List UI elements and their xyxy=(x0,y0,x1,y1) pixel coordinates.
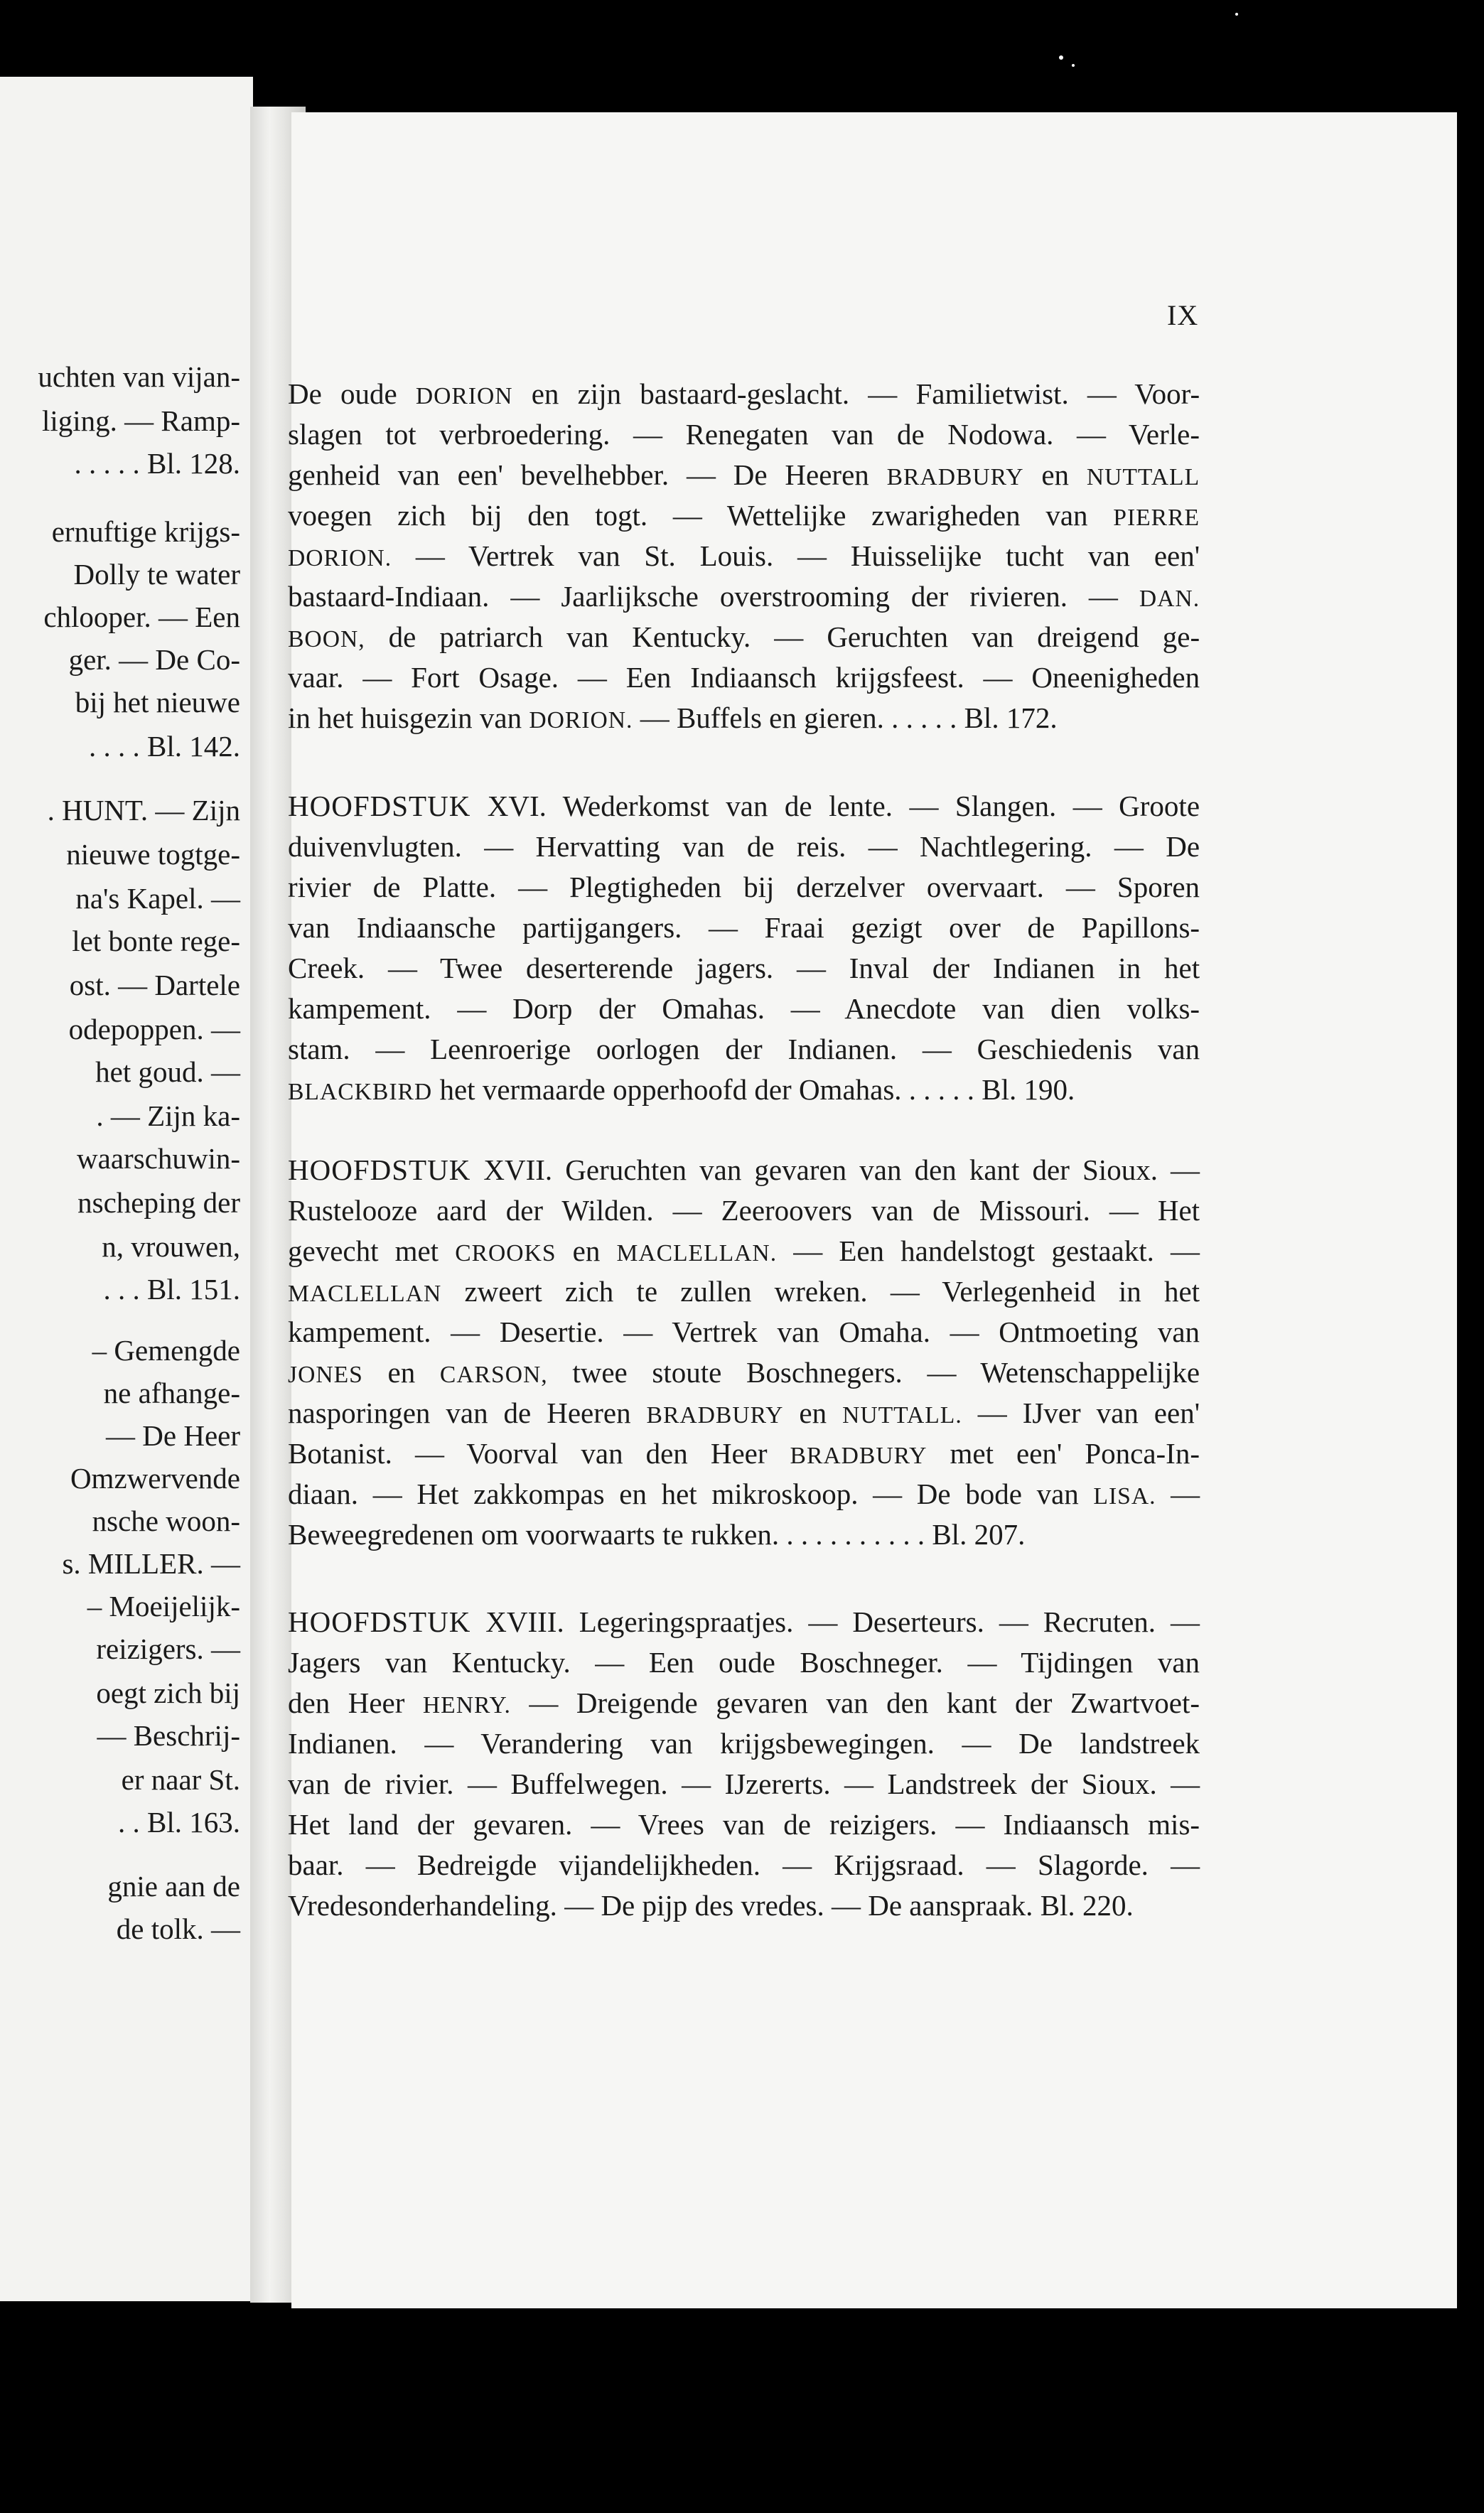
left-page-line: – Moeijelijk- xyxy=(87,1590,240,1623)
left-page-line: let bonte rege- xyxy=(72,925,240,957)
left-page-line: gnie aan de xyxy=(107,1870,240,1903)
toc-line: slagen tot verbroedering. — Renegaten van de Nodowa. — Verle- xyxy=(288,418,1200,451)
toc-line: diaan. — Het zakkompas en het mikroskoop. — De bode van LISA. — xyxy=(288,1478,1200,1510)
left-page-line: Dolly te water xyxy=(73,558,240,591)
toc-line: duivenvlugten. — Hervatting van de reis. — Nachtlegering. — De xyxy=(288,830,1200,863)
left-page-line: waarschuwin- xyxy=(77,1142,240,1175)
toc-line: kampement. — Dorp der Omahas. — Anecdote van dien volks- xyxy=(288,992,1200,1025)
toc-line: kampement. — Desertie. — Vertrek van Omaha. — Ontmoeting van xyxy=(288,1315,1200,1348)
left-page-line: s. MILLER. — xyxy=(62,1547,240,1580)
previous-page-edge xyxy=(0,77,253,2301)
toc-line: den Heer HENRY. — Dreigende gevaren van den kant der Zwartvoet- xyxy=(288,1686,1200,1719)
left-page-line: — De Heer xyxy=(106,1419,240,1452)
toc-line: MACLELLAN zweert zich te zullen wreken. — Verlegenheid in het xyxy=(288,1275,1200,1308)
toc-line: De oude DORION en zijn bastaard-geslacht. — Familietwist. — Voor- xyxy=(288,377,1200,410)
left-page-line: — Beschrij- xyxy=(97,1719,240,1752)
toc-line: gevecht met CROOKS en MACLELLAN. — Een handelstogt gestaakt. — xyxy=(288,1234,1200,1267)
toc-line: genheid van een' bevelhebber. — De Heeren BRADBURY en NUTTALL xyxy=(288,458,1200,491)
toc-line: Indianen. — Verandering van krijgsbewegingen. — De landstreek xyxy=(288,1727,1200,1760)
toc-line: DORION. — Vertrek van St. Louis. — Huisselijke tucht van een' xyxy=(288,539,1200,572)
left-page-line: liging. — Ramp- xyxy=(41,404,240,437)
toc-line: voegen zich bij den togt. — Wettelijke zwarigheden van PIERRE xyxy=(288,499,1200,532)
toc-line: van de rivier. — Buffelwegen. — IJzererts. — Landstreek der Sioux. — xyxy=(288,1767,1200,1800)
left-page-line: oegt zich bij xyxy=(96,1677,240,1709)
left-page-line: . . . Bl. 151. xyxy=(103,1273,240,1306)
page-number: IX xyxy=(1167,299,1199,331)
toc-line: stam. — Leenroerige oorlogen der Indianen. — Geschiedenis van xyxy=(288,1033,1200,1065)
toc-line: in het huisgezin van DORION. — Buffels en gieren. . . . . . Bl. 172. xyxy=(288,701,1058,734)
toc-line: Vredesonderhandeling. — De pijp des vredes. — De aanspraak. Bl. 220. xyxy=(288,1889,1134,1922)
left-page-line: na's Kapel. — xyxy=(75,882,240,915)
left-page-line: uchten van vijan- xyxy=(38,360,240,393)
left-page-line: de tolk. — xyxy=(116,1912,240,1945)
left-page-line: reizigers. — xyxy=(96,1632,240,1665)
toc-line: BOON, de patriarch van Kentucky. — Geruchten van dreigend ge- xyxy=(288,620,1200,653)
left-page-line: . — Zijn ka- xyxy=(96,1099,240,1132)
left-page-line: er naar St. xyxy=(121,1763,240,1796)
toc-line: Creek. — Twee deserterende jagers. — Inval der Indianen in het xyxy=(288,952,1200,984)
left-page-line: odepoppen. — xyxy=(68,1013,240,1045)
left-page-line: ost. — Dartele xyxy=(69,969,240,1001)
toc-line: BLACKBIRD het vermaarde opperhoofd der Omahas. . . . . . Bl. 190. xyxy=(288,1073,1075,1106)
left-page-line: bij het nieuwe xyxy=(75,686,240,719)
left-page-line: . HUNT. — Zijn xyxy=(47,794,240,827)
toc-line: Jagers van Kentucky. — Een oude Boschneger. — Tijdingen van xyxy=(288,1646,1200,1679)
toc-line: Het land der gevaren. — Vrees van de reizigers. — Indiaansch mis- xyxy=(288,1808,1200,1841)
scan-speck xyxy=(1235,13,1238,16)
toc-line: HOOFDSTUK XVII. Geruchten van gevaren van den kant der Sioux. — xyxy=(288,1153,1200,1186)
toc-line: Beweegredenen om voorwaarts te rukken. . . . . . . . . . . Bl. 207. xyxy=(288,1518,1026,1551)
left-page-line: het goud. — xyxy=(95,1055,240,1088)
left-page-line: nsche woon- xyxy=(92,1505,240,1537)
toc-line: van Indiaansche partijgangers. — Fraai gezigt over de Papillons- xyxy=(288,911,1200,944)
left-page-line: chlooper. — Een xyxy=(43,601,240,633)
toc-line: HOOFDSTUK XVI. Wederkomst van de lente. — Slangen. — Groote xyxy=(288,790,1200,822)
toc-line: nasporingen van de Heeren BRADBURY en NUTTALL. — IJver van een' xyxy=(288,1397,1200,1429)
left-page-line: – Gemengde xyxy=(92,1334,240,1367)
scan-speck xyxy=(1072,64,1075,67)
toc-line: bastaard-Indiaan. — Jaarlijksche overstrooming der rivieren. — DAN. xyxy=(288,580,1200,613)
left-page-line: nscheping der xyxy=(77,1186,240,1219)
toc-line: JONES en CARSON, twee stoute Boschnegers. — Wetenschappelijke xyxy=(288,1356,1200,1389)
toc-line: Rustelooze aard der Wilden. — Zeeroovers van de Missouri. — Het xyxy=(288,1194,1200,1227)
toc-line: vaar. — Fort Osage. — Een Indiaansch krijgsfeest. — Oneenigheden xyxy=(288,661,1200,694)
left-page-line: n, vrouwen, xyxy=(102,1230,240,1263)
left-page-line: ernuftige krijgs- xyxy=(51,515,240,548)
left-page-line: Omzwervende xyxy=(70,1462,240,1495)
left-page-line: . . . . Bl. 142. xyxy=(89,730,240,763)
toc-line: baar. — Bedreigde vijandelijkheden. — Krijgsraad. — Slagorde. — xyxy=(288,1849,1200,1881)
scan-speck xyxy=(1059,55,1063,60)
toc-line: rivier de Platte. — Plegtigheden bij derzelver overvaart. — Sporen xyxy=(288,871,1200,903)
left-page-line: nieuwe togtge- xyxy=(66,838,240,871)
toc-line: HOOFDSTUK XVIII. Legeringspraatjes. — Deserteurs. — Recruten. — xyxy=(288,1605,1200,1638)
left-page-line: ne afhange- xyxy=(103,1377,240,1409)
left-page-line: . . Bl. 163. xyxy=(118,1806,240,1839)
toc-line: Botanist. — Voorval van den Heer BRADBURY met een' Ponca-In- xyxy=(288,1437,1200,1470)
left-page-line: ger. — De Co- xyxy=(68,643,240,676)
left-page-line: . . . . . Bl. 128. xyxy=(74,447,240,480)
